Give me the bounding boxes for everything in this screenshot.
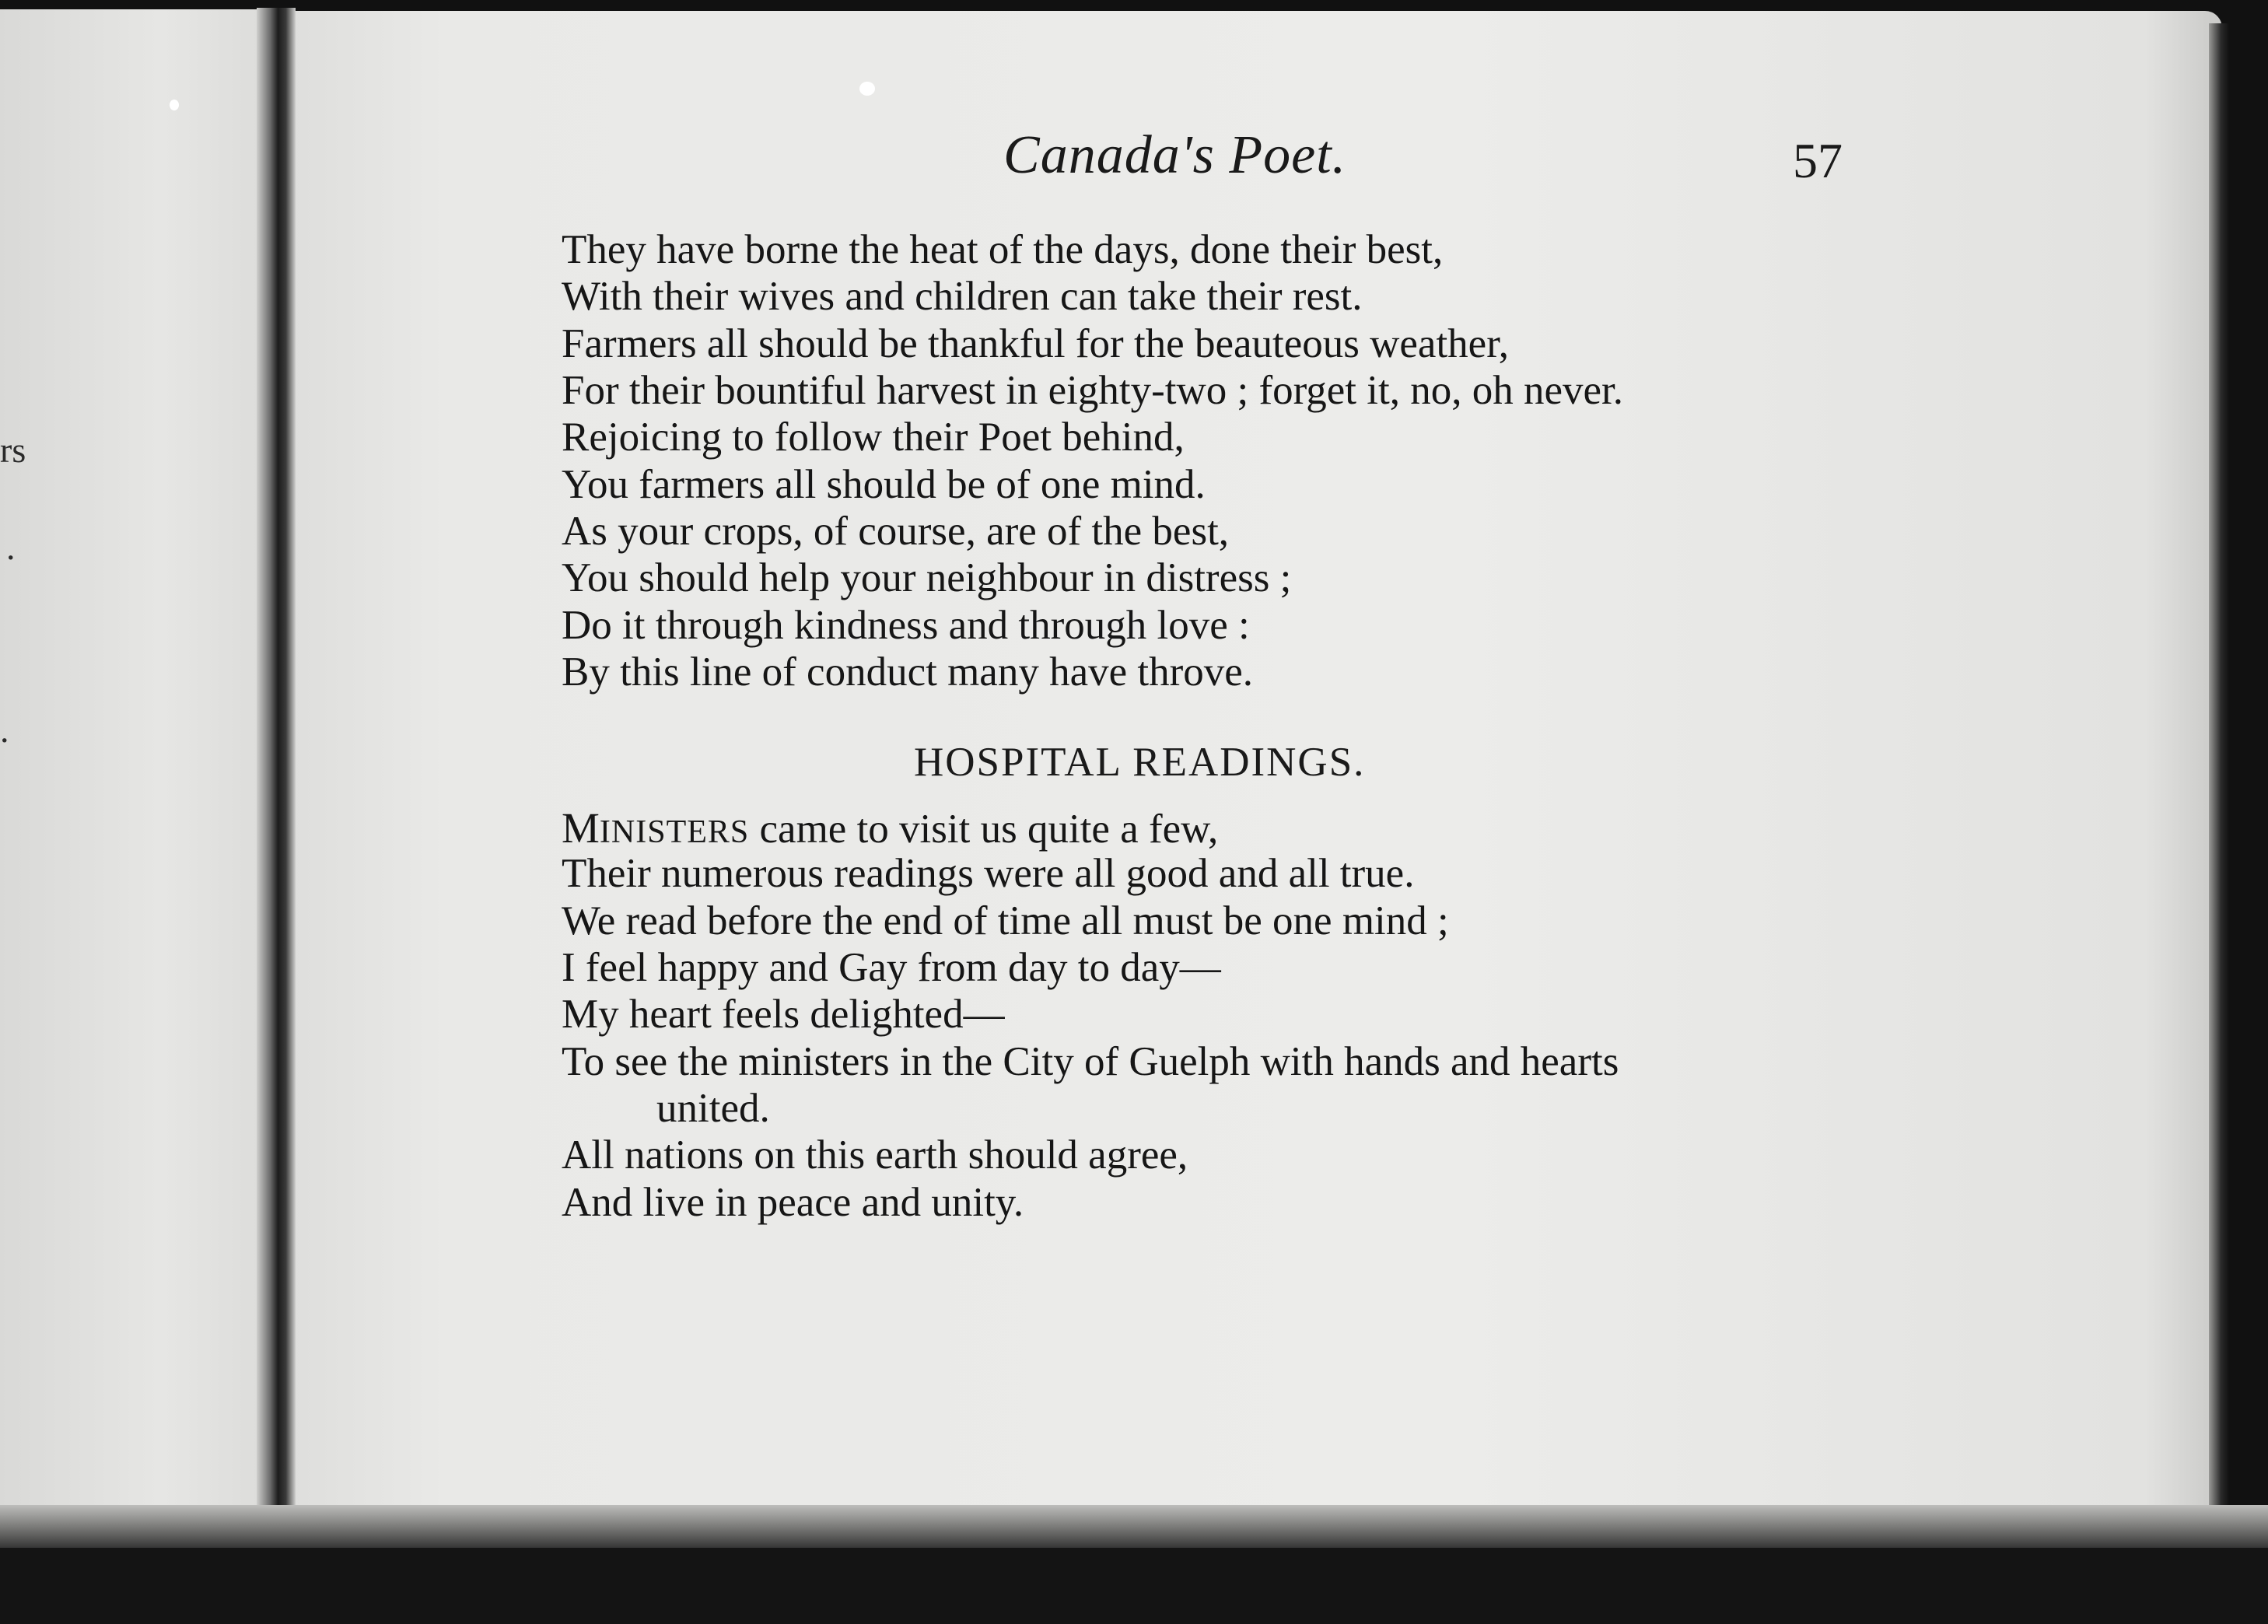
poem-line: And live in peace and unity. [562,1180,1024,1225]
poem-line-continuation: united. [656,1086,770,1131]
running-title: Canada's Poet. [1003,125,1347,185]
page-bottom-edge [0,1505,2268,1552]
poem-first-line [562,804,1219,852]
poem-line: Their numerous readings were all good and all true. [562,851,1415,896]
poem-line: All nations on this earth should agree, [562,1132,1188,1178]
poem-line: With their wives and children can take their rest. [562,274,1363,319]
facing-page-fragment: rs [0,430,26,470]
facing-page [0,9,268,1534]
poem-line: To see the ministers in the City of Guelph with hands and hearts [562,1039,1619,1084]
paper-speck [170,100,179,110]
page-number: 57 [1793,133,1843,188]
poem-line: Rejoicing to follow their Poet behind, [562,415,1185,460]
poem-line: Do it through kindness and through love : [562,603,1250,648]
poem-line-rest: came to visit us quite a few, [749,807,1219,852]
poem-line: My heart feels delighted— [562,992,1005,1037]
poem-line: You farmers all should be of one mind. [562,462,1206,507]
poem-line: We read before the end of time all must be one mind ; [562,898,1449,943]
book-gutter [257,8,296,1544]
poem-line: By this line of conduct many have throve. [562,649,1254,695]
page-edge [2209,23,2229,1540]
poem-line: For their bountiful harvest in eighty-two ; forget it, no, oh never. [562,368,1624,413]
poem-line: As your crops, of course, are of the best, [562,509,1230,554]
facing-page-dot: . [6,527,16,567]
paper-speck [859,82,875,96]
scan-background [0,1548,2268,1624]
facing-page-dot: . [0,710,9,750]
drop-word-small-caps: INISTERS [599,814,750,850]
poem-line: Farmers all should be thankful for the beauteous weather, [562,321,1509,366]
poem-line: You should help your neighbour in distress ; [562,555,1292,600]
drop-word-initial: M [562,804,600,852]
poem-line: They have borne the heat of the days, done their best, [562,227,1444,272]
section-heading: HOSPITAL READINGS. [914,740,1366,785]
poem-line: I feel happy and Gay from day to day— [562,945,1221,990]
